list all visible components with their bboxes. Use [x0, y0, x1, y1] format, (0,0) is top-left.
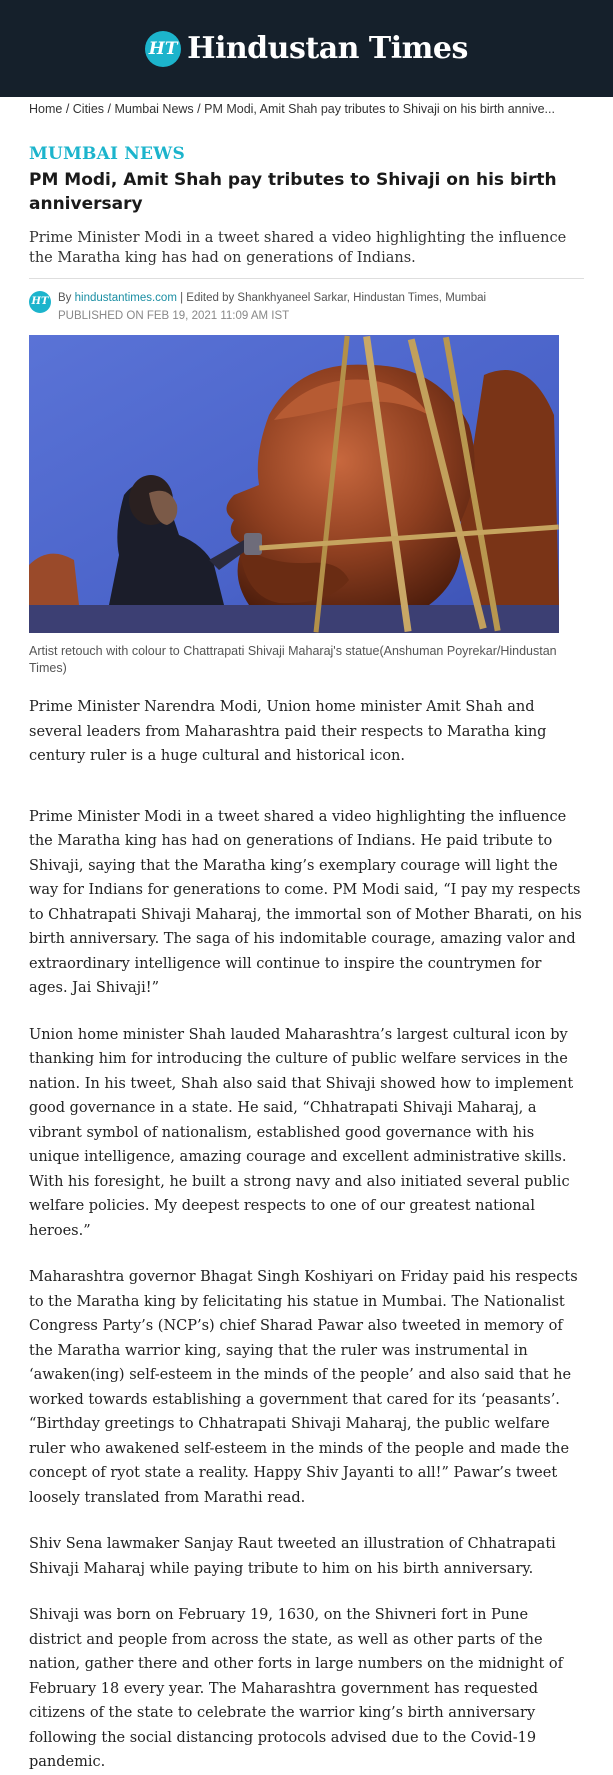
paragraph: Maharashtra governor Bhagat Singh Koshiyari on Friday paid his respects to the Maratha king by felicitating his statue in Mumbai. The Nationalist Congress Party’s (NCP’s) chief Sharad Pawar also tweeted in memory of the Maratha warrior king, saying that the ruler was instrumental in ‘awaken(ing) self-esteem in the minds of the people’ and also said that he worked towards establishing a government that cared for its ‘peasants’. “Birthday greetings to Chhatrapati Shivaji Maharaj, the public welfare ruler who awakened self-esteem in the minds of the people and made the concept of ryot state a reality. Happy Shiv Jayanti to all!” Pawar’s tweet loosely translated from Marathi read.	[29, 1269, 578, 1506]
breadcrumb-separator: /	[197, 102, 205, 116]
paragraph: Shivaji was born on February 19, 1630, on the Shivneri fort in Pune district and people from across the state, as well as other parts of the nation, gather there and other forts in large numbers on the midnight of February 18 every year. The Maharashtra government has requested citizens of the state to celebrate the warrior king’s birth anniversary following the social distancing protocols advised due to the Covid-19 pandemic.	[29, 1607, 563, 1770]
site-logo[interactable]	[145, 31, 468, 67]
ht-author-icon: HT	[29, 291, 51, 313]
breadcrumb-home[interactable]: Home	[29, 102, 63, 116]
ht-logo-icon: HT	[145, 31, 181, 67]
article-summary: Prime Minister Modi in a tweet shared a video highlighting the influence the Maratha king has had on generations of Indians.	[29, 228, 584, 279]
byline-prefix: By	[58, 292, 72, 304]
breadcrumb	[29, 100, 584, 118]
byline-text	[58, 289, 486, 325]
article-container	[0, 100, 613, 1775]
byline	[29, 289, 584, 325]
published-timestamp: PUBLISHED ON FEB 19, 2021 11:09 AM IST	[58, 310, 290, 322]
breadcrumb-separator: /	[107, 102, 115, 116]
breadcrumb-separator: /	[65, 102, 73, 116]
hero-image	[29, 335, 559, 633]
article-body	[29, 695, 584, 1775]
section-label[interactable]: MUMBAI NEWS	[29, 144, 185, 164]
logo-text: Hindustan Times	[187, 31, 468, 66]
byline-source-link[interactable]: hindustantimes.com	[74, 292, 177, 304]
paragraph: Shiv Sena lawmaker Sanjay Raut tweeted an illustration of Chhatrapati Shivaji Maharaj while paying tribute to him on his birth anniversary.	[29, 1536, 556, 1577]
site-header	[0, 0, 613, 97]
byline-location: , Hindustan Times, Mumbai	[346, 292, 487, 304]
paragraph: Union home minister Shah lauded Maharashtra’s largest cultural icon by thanking him for introducing the culture of public welfare services in the nation. In his tweet, Shah also said that Shivaji showed how to implement good governance in a state. He said, “Chhatrapati Shivaji Maharaj, a vibrant symbol of nationalism, established good governance with his unique intelligence, amazing courage and excellent administrative skills. With his foresight, he built a strong navy and also initiated several public welfare policies. My deepest respects to one of our greatest national heroes.”	[29, 1026, 574, 1239]
headline: PM Modi, Amit Shah pay tributes to Shivaji on his birth anniversary	[29, 170, 557, 214]
byline-editor: | Edited by Shankhyaneel Sarkar	[180, 292, 347, 304]
breadcrumb-current: PM Modi, Amit Shah pay tributes to Shivaji on his birth annive...	[204, 102, 555, 116]
paragraph: Prime Minister Narendra Modi, Union home minister Amit Shah and several leaders from Maharashtra paid their respects to Maratha king century ruler is a huge cultural and historical icon.	[29, 699, 547, 764]
breadcrumb-cities[interactable]: Cities	[72, 102, 105, 116]
image-caption: Artist retouch with colour to Chattrapati Shivaji Maharaj's statue(Anshuman Poyrekar/Hindustan Times)	[29, 644, 557, 675]
paragraph: Prime Minister Modi in a tweet shared a video highlighting the influence the Maratha king has had on generations of Indians. He paid tribute to Shivaji, saying that the Maratha king’s exemplary courage will light the way for Indians for generations to come. PM Modi said, “I pay my respects to Chhatrapati Shivaji Maharaj, the immortal son of Mother Bharati, on his birth anniversary. The saga of his indomitable courage, amazing valor and extraordinary intelligence will continue to inspire the countrymen for ages. Jai Shivaji!”	[29, 808, 582, 996]
breadcrumb-mumbai-news[interactable]: Mumbai News	[114, 102, 194, 116]
